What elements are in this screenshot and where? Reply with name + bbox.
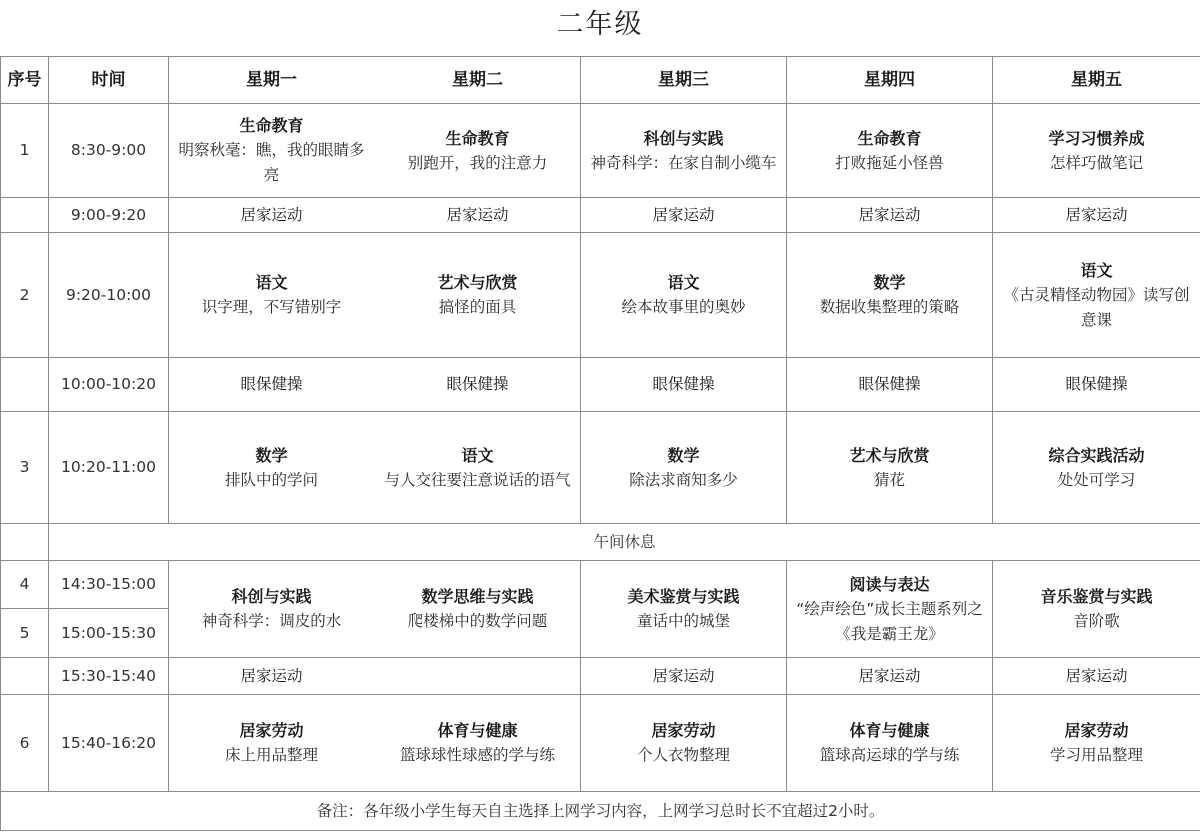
table-row	[1, 658, 1200, 695]
lesson-topic: 与人交往要注意说话的语气	[384, 470, 571, 489]
activity-cell: 眼保健操	[993, 358, 1200, 412]
lesson-cell	[993, 412, 1200, 524]
lesson-cell	[787, 561, 993, 658]
lesson-topic: 猜花	[873, 470, 905, 489]
lesson-cell	[787, 412, 993, 524]
lesson-topic: “绘声绘色”成长主题系列之《我是霸王龙》	[796, 599, 983, 643]
header-time: 时间	[49, 57, 169, 104]
lesson-name: 音乐鉴赏与实践	[1040, 587, 1153, 606]
lesson-cell	[787, 233, 993, 358]
lesson-topic: 别跑开，我的注意力	[407, 153, 548, 172]
lesson-cell	[375, 695, 581, 792]
lesson-topic: 学习用品整理	[1049, 746, 1143, 764]
table-row	[1, 198, 1200, 233]
header-thu: 星期四	[787, 57, 993, 104]
lesson-topic: 除法求商知多少	[629, 470, 738, 489]
lesson-topic: 篮球球性球感的学与练	[399, 746, 555, 764]
lesson-name: 语文	[667, 273, 700, 292]
row-time: 10:20-11:00	[49, 412, 169, 524]
table-row	[1, 695, 1200, 792]
row-index: 6	[1, 695, 49, 792]
lesson-topic: 爬楼梯中的数学问题	[407, 612, 548, 630]
activity-cell: 居家运动	[375, 198, 581, 233]
lesson-name: 体育与健康	[437, 721, 518, 740]
lesson-name: 语文	[1080, 260, 1113, 280]
activity-cell: 居家运动	[787, 198, 993, 233]
activity-cell: 眼保健操	[375, 358, 581, 412]
lesson-cell	[581, 412, 787, 524]
lesson-cell	[375, 233, 581, 358]
lesson-cell	[787, 104, 993, 198]
lesson-topic: 音阶歌	[1073, 612, 1120, 630]
table-row	[1, 233, 1200, 358]
lesson-cell	[169, 104, 375, 198]
lesson-cell	[993, 233, 1200, 358]
activity-cell: 居家运动	[169, 198, 375, 233]
lesson-topic: 篮球高运球的学与练	[819, 746, 960, 764]
lesson-name: 艺术与欣赏	[437, 273, 518, 292]
table-row	[1, 358, 1200, 412]
lesson-name: 阅读与表达	[849, 574, 930, 594]
lesson-topic: 明察秋毫：瞧，我的眼睛多亮	[178, 141, 365, 184]
header-fri: 星期五	[993, 57, 1200, 104]
activity-cell: 眼保健操	[787, 358, 993, 412]
row-index: 3	[1, 412, 49, 524]
lesson-name: 居家劳动	[1064, 721, 1129, 740]
lesson-name: 艺术与欣赏	[849, 445, 930, 465]
row-time: 8:30-9:00	[49, 104, 169, 198]
footnote: 备注：各年级小学生每天自主选择上网学习内容，上网学习总时长不宜超过2小时。	[1, 792, 1200, 831]
lesson-cell	[375, 561, 581, 658]
lesson-name: 居家劳动	[651, 721, 716, 740]
lesson-topic: 怎样巧做笔记	[1049, 153, 1143, 172]
lesson-cell	[787, 695, 993, 792]
lesson-topic: 神奇科学：在家自制小缆车	[590, 153, 777, 172]
activity-cell: 居家运动	[581, 658, 787, 695]
lesson-topic: 绘本故事里的奥妙	[621, 298, 746, 316]
lesson-topic: 排队中的学问	[224, 470, 318, 489]
schedule-table	[0, 56, 1200, 831]
lesson-topic: 童话中的城堡	[636, 612, 730, 630]
lesson-name: 综合实践活动	[1048, 445, 1145, 465]
row-index	[1, 658, 49, 695]
lesson-cell	[169, 695, 375, 792]
page-title: 二年级	[556, 9, 644, 40]
lesson-topic: 《古灵精怪动物园》读写创意课	[1003, 285, 1190, 329]
lesson-cell	[169, 561, 375, 658]
lesson-name: 语文	[255, 273, 288, 292]
header-row	[1, 57, 1200, 104]
row-time: 15:40-16:20	[49, 695, 169, 792]
lesson-cell	[581, 695, 787, 792]
lesson-cell	[993, 561, 1200, 658]
activity-cell: 居家运动	[169, 658, 375, 695]
header-index: 序号	[1, 57, 49, 104]
activity-cell: 居家运动	[581, 198, 787, 233]
header-mon: 星期一	[169, 57, 375, 104]
lesson-name: 数学思维与实践	[421, 587, 534, 606]
lesson-name: 生命教育	[857, 128, 922, 148]
activity-cell: 眼保健操	[169, 358, 375, 412]
lesson-name: 数学	[667, 445, 700, 465]
row-time: 15:30-15:40	[49, 658, 169, 695]
table-row	[1, 104, 1200, 198]
row-index: 2	[1, 233, 49, 358]
row-time: 9:00-9:20	[49, 198, 169, 233]
lesson-name: 生命教育	[239, 116, 304, 135]
note-row	[1, 792, 1200, 831]
row-index	[1, 198, 49, 233]
header-tue: 星期二	[375, 57, 581, 104]
activity-cell: 眼保健操	[581, 358, 787, 412]
lesson-name: 数学	[873, 273, 906, 292]
table-row	[1, 561, 1200, 609]
lesson-topic: 搞怪的面具	[438, 298, 517, 316]
lesson-name: 科创与实践	[231, 587, 312, 606]
activity-cell: 居家运动	[993, 658, 1200, 695]
lesson-cell	[375, 412, 581, 524]
row-time: 15:00-15:30	[49, 609, 169, 658]
lesson-cell	[993, 695, 1200, 792]
lesson-cell	[375, 104, 581, 198]
table-row	[1, 412, 1200, 524]
activity-cell: 居家运动	[787, 658, 993, 695]
lesson-name: 科创与实践	[643, 128, 724, 148]
lesson-name: 体育与健康	[849, 721, 930, 740]
row-index	[1, 358, 49, 412]
lesson-cell	[169, 233, 375, 358]
activity-cell	[375, 658, 581, 695]
lesson-topic: 数据收集整理的策略	[819, 298, 960, 316]
lesson-cell	[581, 104, 787, 198]
row-index: 4	[1, 561, 49, 609]
lesson-name: 语文	[461, 445, 494, 465]
lunch-row	[1, 524, 1200, 561]
lesson-name: 学习习惯养成	[1048, 128, 1145, 148]
lesson-topic: 打败拖延小怪兽	[835, 153, 944, 172]
lesson-name: 生命教育	[445, 128, 510, 148]
row-index: 5	[1, 609, 49, 658]
lesson-cell	[581, 561, 787, 658]
lunch-break: 午间休息	[49, 524, 1200, 561]
lesson-topic: 个人衣物整理	[636, 746, 730, 764]
lesson-topic: 识字理，不写错别字	[201, 298, 342, 316]
lesson-name: 居家劳动	[239, 721, 304, 740]
lesson-topic: 处处可学习	[1057, 470, 1136, 489]
header-wed: 星期三	[581, 57, 787, 104]
lesson-name: 数学	[255, 445, 288, 465]
activity-cell: 居家运动	[993, 198, 1200, 233]
lesson-cell	[993, 104, 1200, 198]
lunch-index-cell	[1, 524, 49, 561]
lesson-cell	[169, 412, 375, 524]
row-time: 9:20-10:00	[49, 233, 169, 358]
row-time: 10:00-10:20	[49, 358, 169, 412]
lesson-cell	[581, 233, 787, 358]
row-time: 14:30-15:00	[49, 561, 169, 609]
row-index: 1	[1, 104, 49, 198]
lesson-name: 美术鉴赏与实践	[627, 587, 740, 606]
lesson-topic: 神奇科学：调皮的水	[201, 612, 342, 630]
lesson-topic: 床上用品整理	[224, 746, 318, 764]
